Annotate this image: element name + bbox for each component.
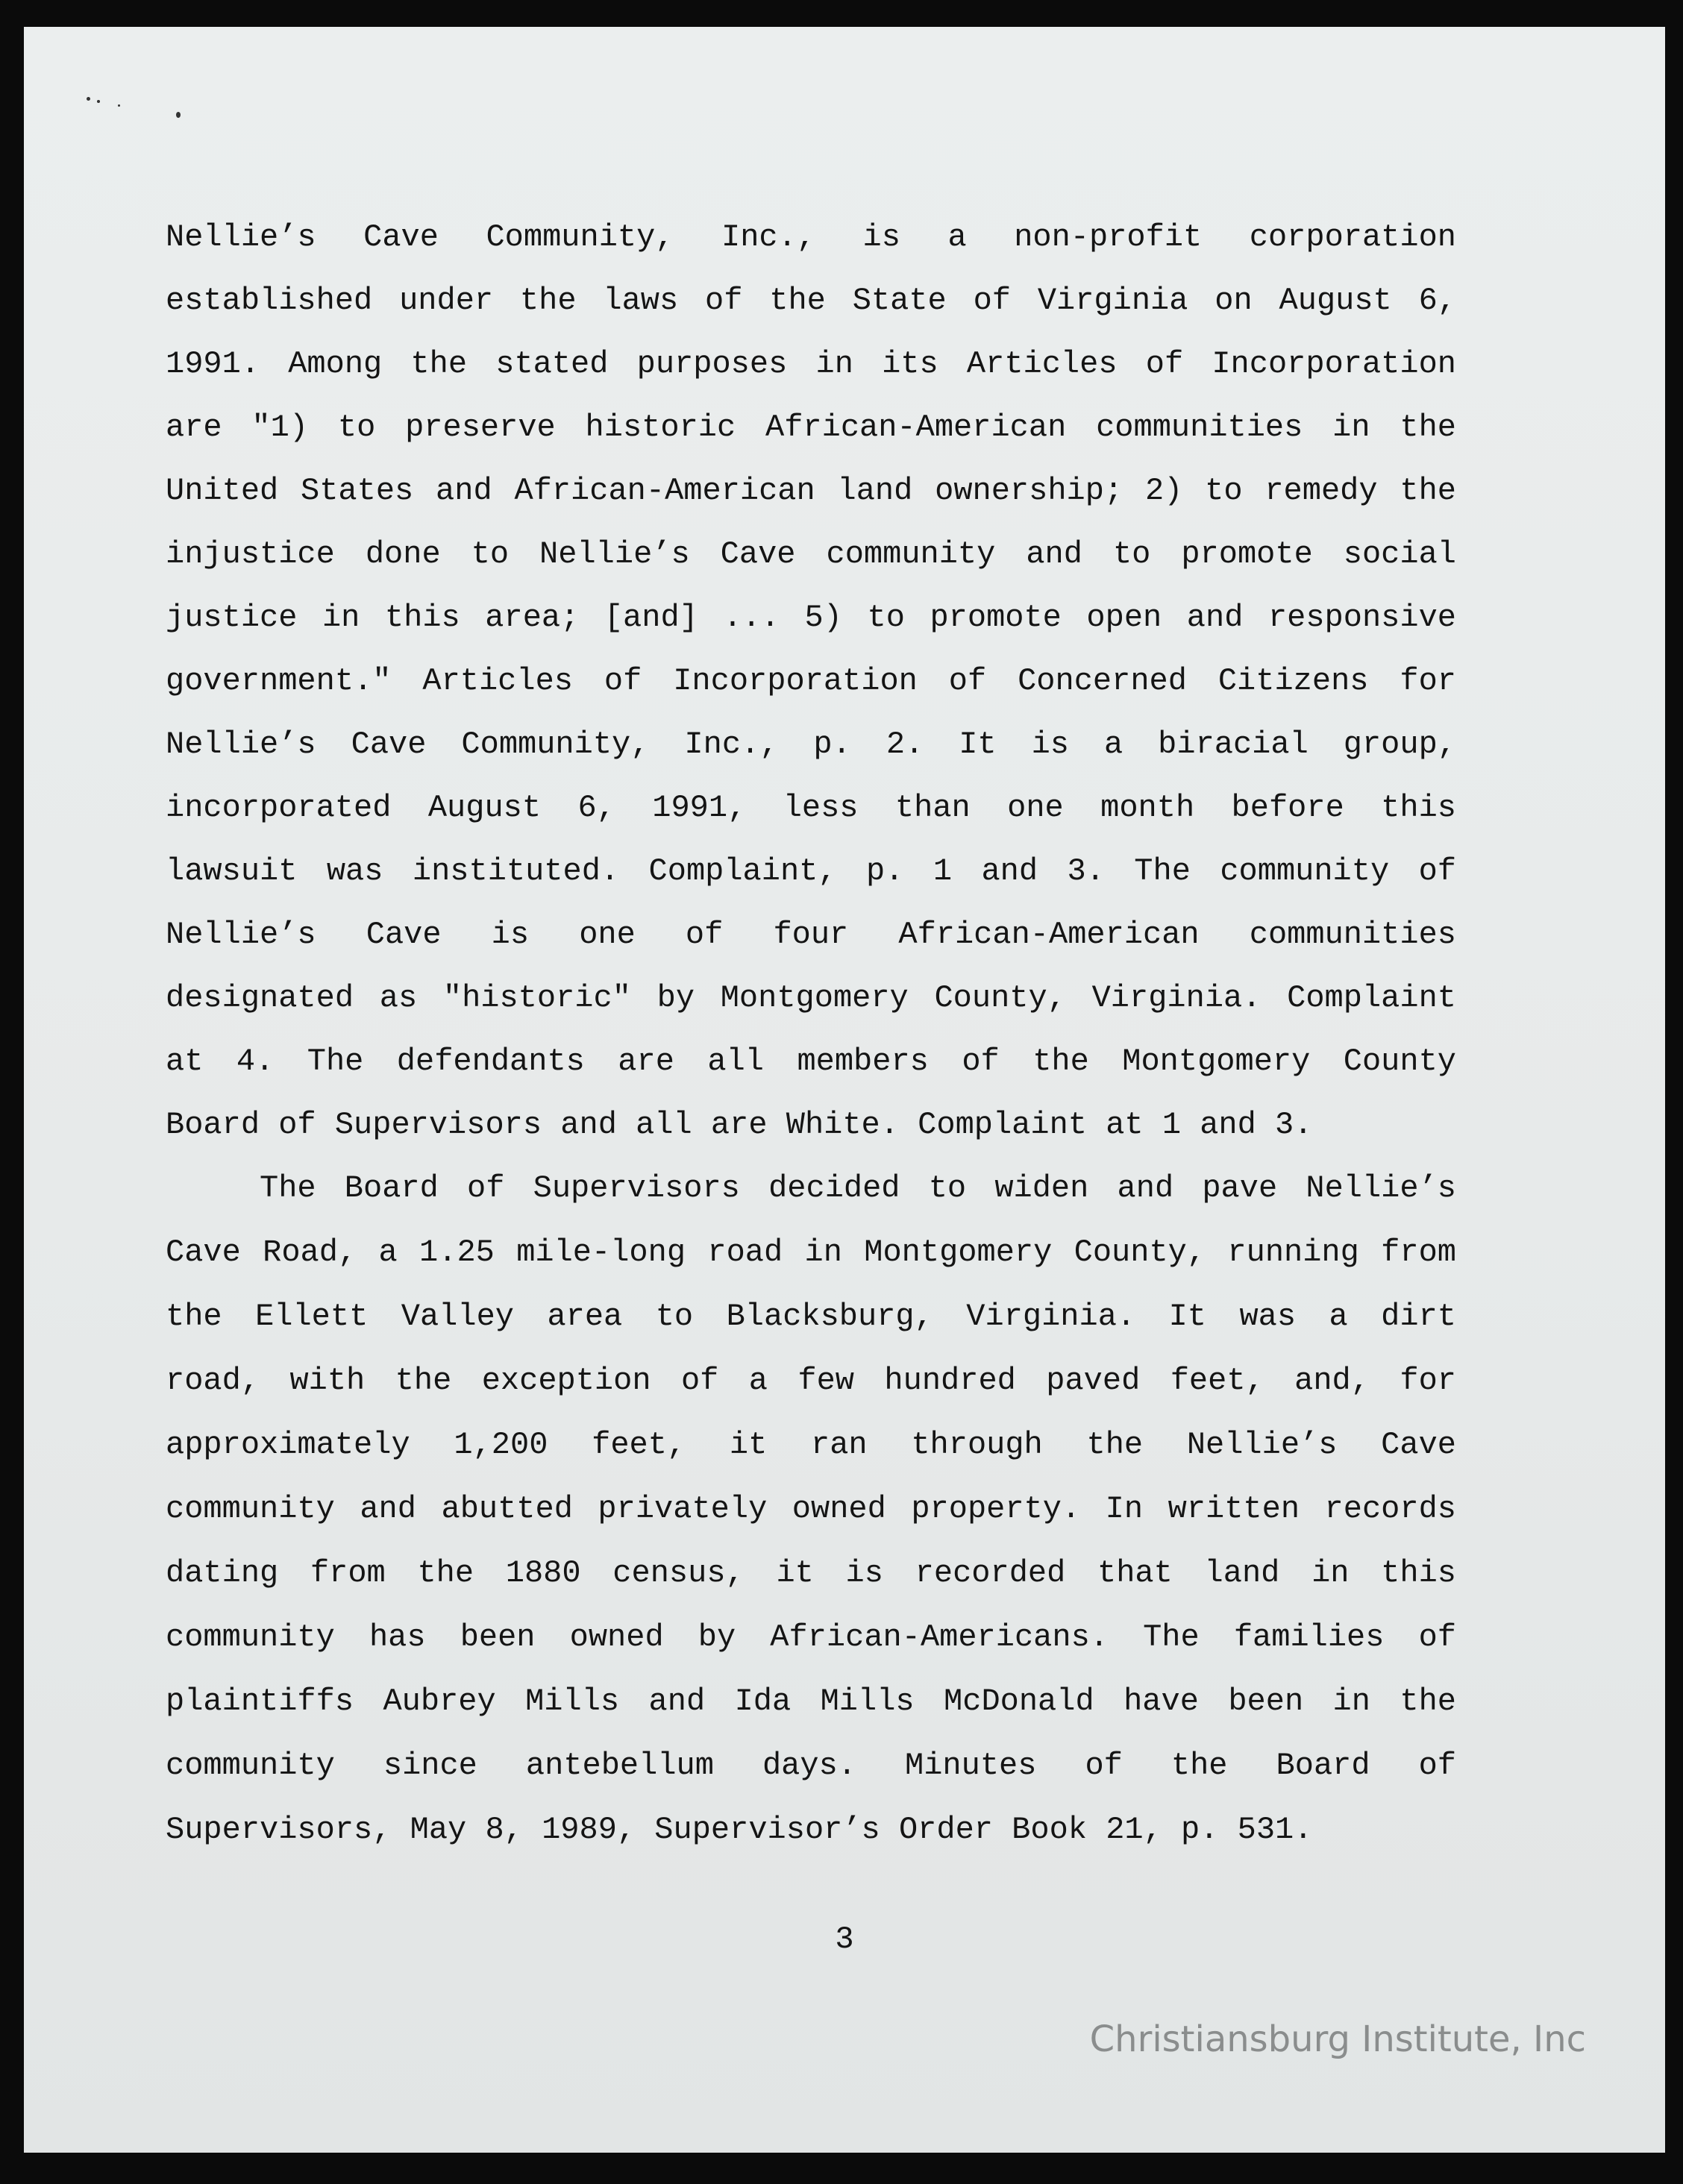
text-line: road, with the exception of a few hundred paved feet, and, for bbox=[166, 1363, 1456, 1399]
text-line: United States and African-American land ownership; 2) to remedy the bbox=[166, 473, 1456, 509]
ink-speck bbox=[97, 100, 100, 103]
text-line: government." Articles of Incorporation of Concerned Citizens for bbox=[166, 663, 1456, 699]
text-line: justice in this area; [and] ... 5) to promote open and responsive bbox=[166, 600, 1456, 636]
text-line: are "1) to preserve historic African-American communities in the bbox=[166, 410, 1456, 445]
page-number: 3 bbox=[835, 1921, 854, 1957]
watermark: Christiansburg Institute, Inc bbox=[1089, 2018, 1586, 2060]
text-line: Board of Supervisors and all are White. Complaint at 1 and 3. bbox=[166, 1107, 1313, 1143]
text-line: the Ellett Valley area to Blacksburg, Virginia. It was a dirt bbox=[166, 1299, 1456, 1334]
text-line: injustice done to Nellie’s Cave community and to promote social bbox=[166, 536, 1456, 572]
text-line: approximately 1,200 feet, it ran through the Nellie’s Cave bbox=[166, 1427, 1456, 1463]
text-line: Nellie’s Cave Community, Inc., is a non-profit corporation bbox=[166, 219, 1456, 255]
document-page bbox=[24, 27, 1665, 2153]
text-line: designated as "historic" by Montgomery County, Virginia. Complaint bbox=[166, 980, 1456, 1016]
text-line: lawsuit was instituted. Complaint, p. 1 and 3. The community of bbox=[166, 853, 1456, 889]
text-line: community has been owned by African-Americans. The families of bbox=[166, 1619, 1456, 1655]
text-line: community since antebellum days. Minutes of the Board of bbox=[166, 1748, 1456, 1783]
text-line: Cave Road, a 1.25 mile-long road in Montgomery County, running from bbox=[166, 1234, 1456, 1270]
ink-speck bbox=[118, 104, 120, 107]
text-line: at 4. The defendants are all members of the Montgomery County bbox=[166, 1044, 1456, 1079]
text-line: Nellie’s Cave Community, Inc., p. 2. It is a biracial group, bbox=[166, 727, 1456, 762]
text-line: plaintiffs Aubrey Mills and Ida Mills McDonald have been in the bbox=[166, 1684, 1456, 1719]
text-line: The Board of Supervisors decided to widen and pave Nellie’s bbox=[260, 1170, 1456, 1206]
text-line: dating from the 1880 census, it is recorded that land in this bbox=[166, 1555, 1456, 1591]
text-line: community and abutted privately owned property. In written records bbox=[166, 1491, 1456, 1527]
text-line: Nellie’s Cave is one of four African-American communities bbox=[166, 917, 1456, 953]
text-line: Supervisors, May 8, 1989, Supervisor’s Order Book 21, p. 531. bbox=[166, 1812, 1313, 1848]
ink-speck bbox=[87, 97, 90, 101]
ink-speck bbox=[176, 112, 181, 118]
text-line: 1991. Among the stated purposes in its Articles of Incorporation bbox=[166, 346, 1456, 382]
text-line: incorporated August 6, 1991, less than one month before this bbox=[166, 790, 1456, 826]
text-line: established under the laws of the State of Virginia on August 6, bbox=[166, 283, 1456, 318]
